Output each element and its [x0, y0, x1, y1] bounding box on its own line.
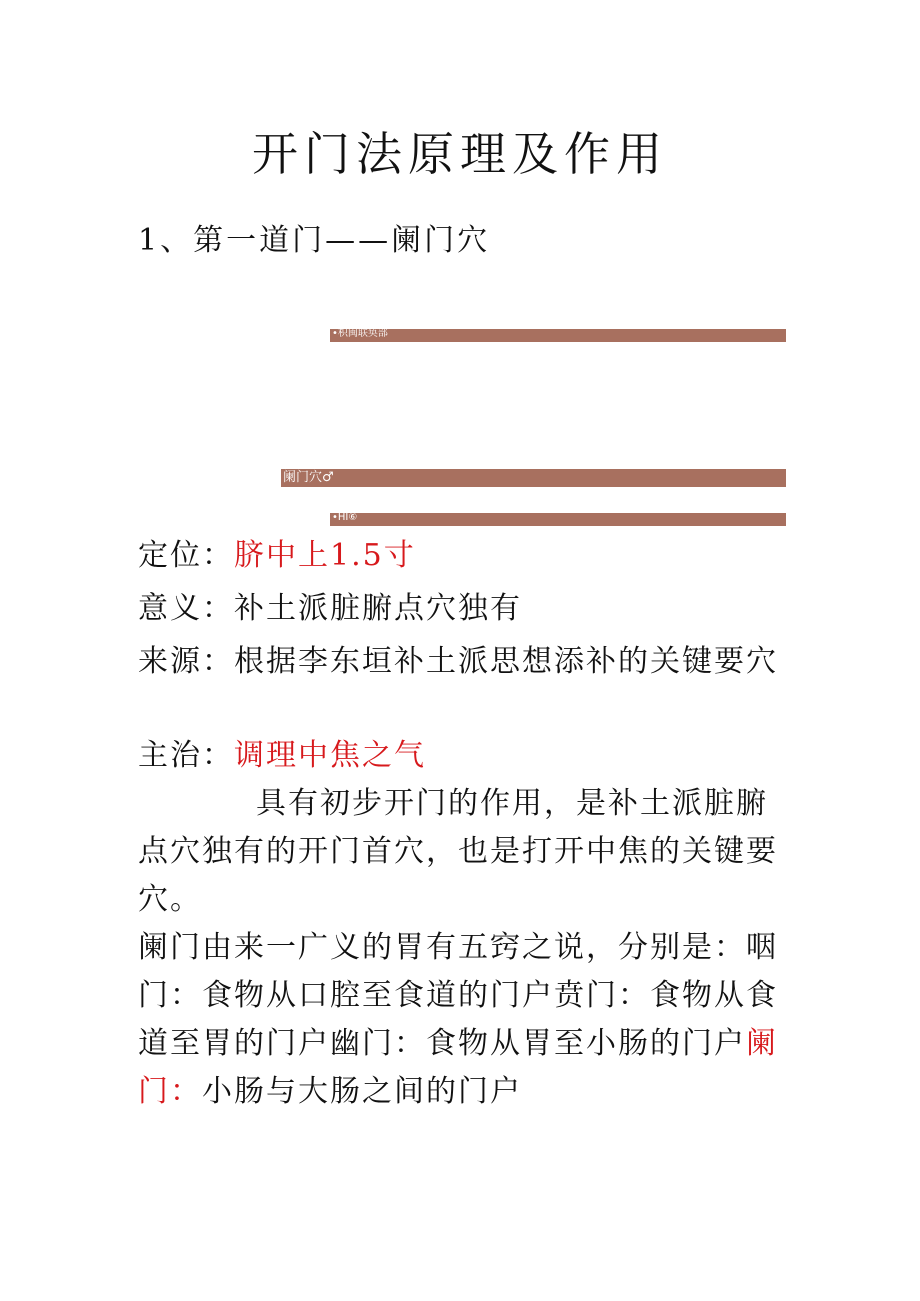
- treatment-label: 主治：: [138, 738, 234, 773]
- description-paragraph: 具有初步开门的作用，是补土派脏腑点穴独有的开门首穴，也是打开中焦的关键要穴。: [138, 786, 778, 917]
- page-title: 开门法原理及作用: [252, 127, 668, 181]
- location-paragraph: [138, 532, 788, 580]
- meaning-value: 补土派脏腑点穴独有: [234, 591, 522, 626]
- section-heading: 1、第一道门——阑门穴: [138, 223, 491, 258]
- gates-intro: 阑门由来一广义的胃有五窍之说，分别是：: [138, 930, 746, 965]
- image-caption-bar-top: •枳闽联奂部: [330, 329, 786, 342]
- treatment-paragraph: [138, 732, 788, 780]
- meaning-paragraph: [138, 585, 788, 633]
- gates-line2: 小肠与大肠之间的门户: [202, 1074, 522, 1109]
- source-paragraph: [138, 638, 788, 686]
- source-label: 来源：: [138, 644, 234, 679]
- image-caption-bar-bottom: •HI⑥: [330, 513, 786, 526]
- gates-paragraph: [138, 924, 788, 1116]
- treatment-value: 调理中焦之气: [234, 738, 426, 773]
- location-value: 脐中上1.5寸: [234, 538, 416, 573]
- gates-highlight: 阑门：: [138, 1026, 778, 1109]
- image-caption-bar-label: 阑门穴♂: [281, 469, 786, 487]
- location-label: 定位：: [138, 538, 234, 573]
- meaning-label: 意义：: [138, 591, 234, 626]
- source-value: 根据李东垣补土派思想添补的关键要穴: [234, 644, 778, 679]
- gates-line1: 咽门：食物从口腔至食道的门户贲门：食物从食道至胃的门户幽门：食物从胃至小肠的门户: [138, 930, 778, 1061]
